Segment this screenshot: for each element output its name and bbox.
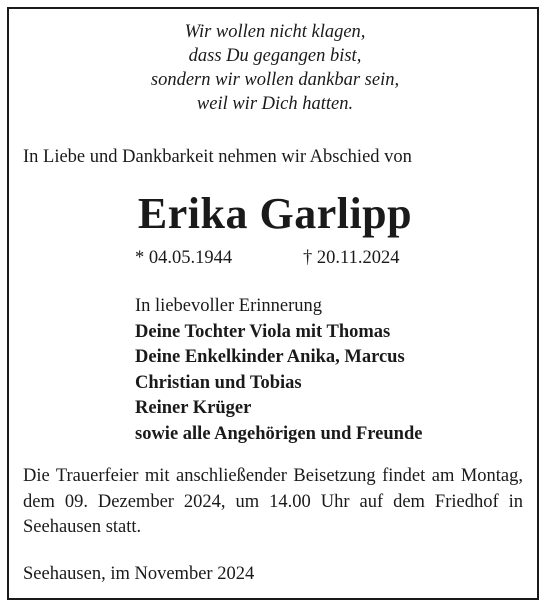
place-and-date: Seehausen, im November 2024 bbox=[23, 564, 255, 584]
farewell-intro: In Liebe und Dankbarkeit nehmen wir Abschied von bbox=[23, 147, 412, 167]
funeral-service-info: Die Trauerfeier mit anschließender Beisetzung findet am Montag, dem 09. Dezember 2024, um 14.00 Uhr auf dem Friedhof in Seehausen statt. bbox=[23, 466, 523, 537]
mourners-list bbox=[135, 294, 422, 447]
memorial-poem bbox=[0, 20, 550, 116]
mourners-heading: In liebevoller Erinnerung bbox=[135, 296, 322, 316]
mourner-line: Deine Tochter Viola mit Thomas bbox=[135, 321, 391, 342]
death-date: † 20.11.2024 bbox=[303, 248, 400, 268]
mourner-line: Reiner Krüger bbox=[135, 398, 252, 418]
birth-date: * 04.05.1944 bbox=[135, 248, 233, 268]
mourner-line: Deine Enkelkinder Anika, Marcus bbox=[135, 347, 405, 367]
mourner-line: Christian und Tobias bbox=[135, 372, 302, 393]
deceased-name: Erika Garlipp bbox=[137, 189, 413, 238]
mourner-line: sowie alle Angehörigen und Freunde bbox=[135, 423, 423, 444]
poem-line: weil wir Dich hatten. bbox=[196, 94, 354, 114]
poem-line: sondern wir wollen dankbar sein, bbox=[150, 70, 400, 90]
poem-line: Wir wollen nicht klagen, bbox=[184, 22, 366, 42]
poem-line: dass Du gegangen bist, bbox=[188, 46, 362, 66]
